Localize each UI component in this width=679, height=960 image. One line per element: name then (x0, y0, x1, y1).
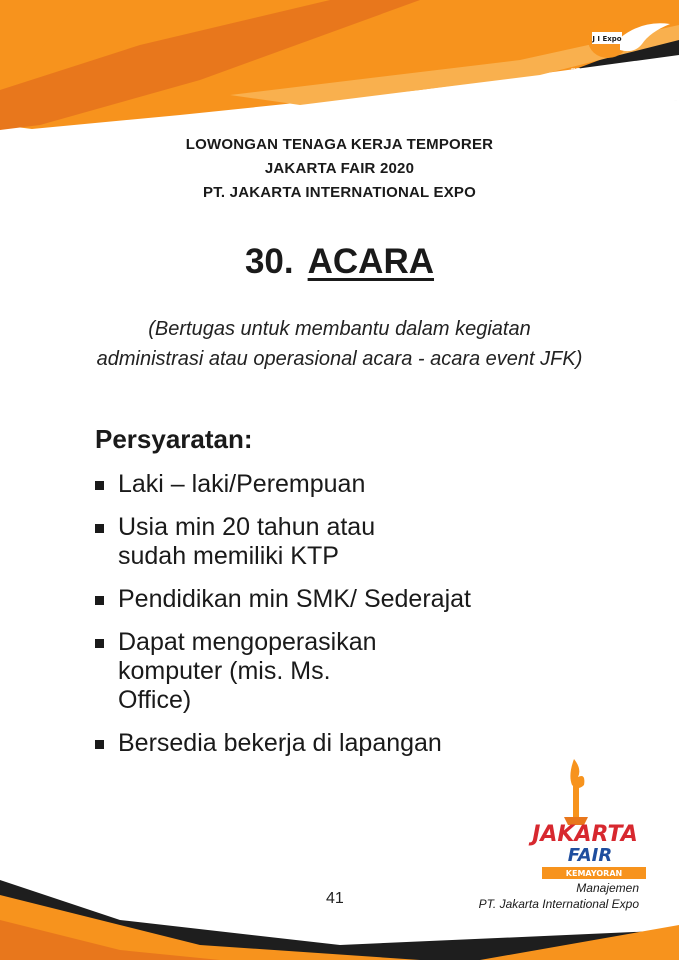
position-name: ACARA (307, 242, 435, 281)
requirement-text: sudah memiliki KTP (118, 542, 339, 570)
description-line-1: (Bertugas untuk membantu dalam kegiatan (148, 318, 531, 340)
requirements-list (95, 470, 565, 772)
header-line-3: PT. JAKARTA INTERNATIONAL EXPO (203, 184, 476, 201)
requirement-item (95, 470, 565, 499)
jiexpo-caption: PT Jakarta International Expo (570, 68, 664, 75)
requirements-heading: Persyaratan: (95, 424, 253, 454)
bullet-icon (95, 639, 104, 648)
monas-tower-icon (573, 785, 579, 819)
kemayoran-text: KEMAYORAN (565, 869, 623, 878)
bullet-icon (95, 596, 104, 605)
header-line-2: JAKARTA FAIR 2020 (264, 160, 415, 177)
jiexpo-bird-icon (620, 23, 670, 51)
management-line-1: Manajemen (576, 881, 639, 895)
jakarta-fair-word-2: FAIR (567, 845, 613, 866)
document-header (0, 133, 679, 205)
requirement-item (95, 513, 565, 571)
requirement-item (95, 729, 565, 758)
requirement-text: Usia min 20 tahun atau (118, 513, 376, 541)
jiexpo-badge-text: J I Expo (592, 35, 622, 43)
position-description (0, 314, 679, 374)
position-number: 30. (244, 242, 294, 281)
requirement-text: komputer (mis. Ms. (118, 657, 331, 685)
jakarta-fair-word-1: JAKARTA (532, 822, 638, 847)
bullet-icon (95, 524, 104, 533)
position-title (0, 240, 679, 284)
requirement-text: Bersedia bekerja di lapangan (118, 729, 442, 757)
management-line-2: PT. Jakarta International Expo (478, 897, 639, 911)
monas-flame-icon (570, 759, 584, 788)
management-credit (479, 880, 639, 912)
requirement-text: Office) (118, 686, 192, 714)
requirement-item (95, 585, 565, 614)
requirement-text: Pendidikan min SMK/ Sederajat (118, 585, 471, 613)
requirement-text: Dapat mengoperasikan (118, 628, 377, 656)
requirement-item (95, 628, 565, 715)
bullet-icon (95, 481, 104, 490)
page-number: 41 (326, 890, 344, 907)
jakarta-fair-logo (520, 755, 650, 883)
description-line-2: administrasi atau operasional acara - acara event JFK) (96, 348, 583, 370)
requirement-text: Laki – laki/Perempuan (118, 470, 366, 498)
bullet-icon (95, 740, 104, 749)
header-line-1: LOWONGAN TENAGA KERJA TEMPORER (185, 136, 494, 153)
